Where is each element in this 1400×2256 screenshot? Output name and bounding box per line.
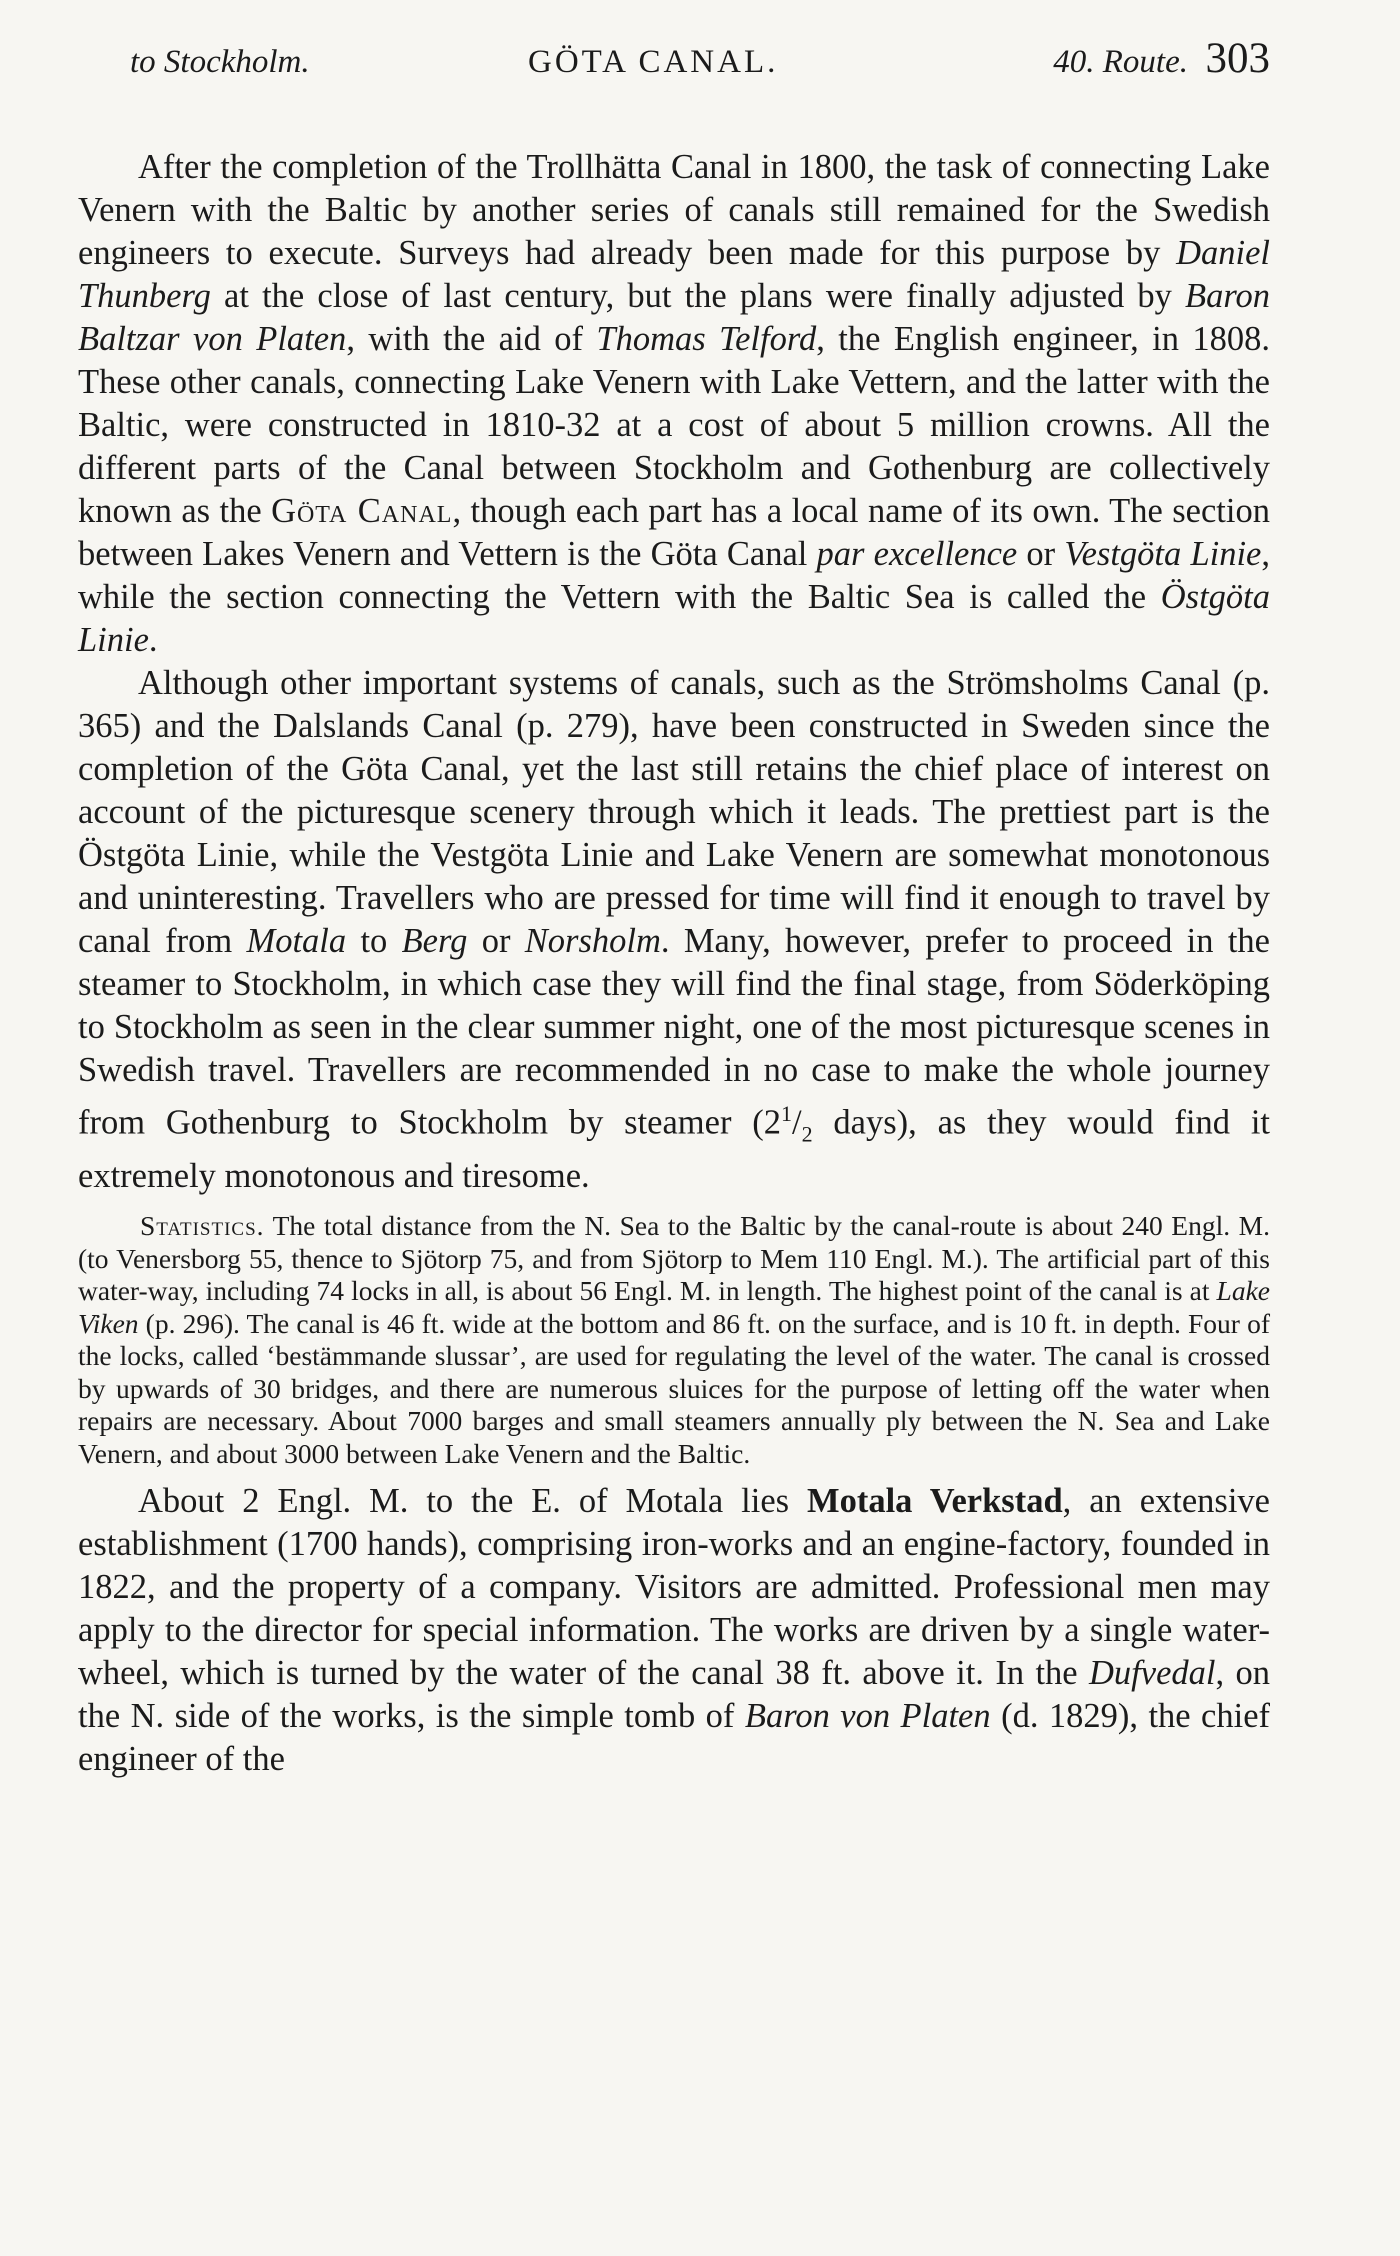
fraction-slash: / <box>792 1103 802 1142</box>
text-run: After the completion of the Trollhätta Canal in 1800, the task of connecting Lake Venern with the Baltic by another series of canals still remained for the Swedish engineers to execute. Surveys had already been made for this purpose by <box>78 148 1270 272</box>
note-label: Statistics. <box>140 1210 265 1242</box>
header-title: GÖTA CANAL. <box>528 44 779 80</box>
text-run: The total distance from the N. Sea to the Baltic by the canal-route is about 240 Engl. M. (to Venersborg 55, thence to Sjötorp 75, and from Sjötorp to Mem 110 Engl. M.). The artificial part of this water-way, including 74 locks in all, is about 56 Engl. M. in length. The highest point of the canal is at <box>78 1210 1270 1307</box>
fraction-denominator: 2 <box>801 1121 813 1147</box>
book-page <box>78 30 1270 1781</box>
text-run: , on the N. side of the works, is the simple tomb of <box>78 1654 1271 1736</box>
italic-term: par excellence <box>816 535 1018 573</box>
text-run: , the English engineer, in 1808. These other canals, connecting Lake Venern with Lake Vettern, and the latter with the Baltic, were constructed in 1810-32 at a cost of about 5 million crowns. All the different parts of the Canal between Stockholm and Gothenburg are collectively known as the <box>78 320 1271 530</box>
text-run: to <box>346 922 402 960</box>
running-header <box>78 30 1270 90</box>
text-run: , while the section connecting the Vettern with the Baltic Sea is called the <box>78 535 1270 616</box>
header-route: 40. Route. <box>1053 44 1188 80</box>
bold-place: Motala Verkstad <box>807 1482 1063 1521</box>
text-run: About 2 Engl. M. to the E. of Motala lies <box>138 1482 808 1521</box>
italic-place: Motala <box>246 922 347 960</box>
page-number: 303 <box>1205 35 1270 82</box>
italic-name: Baron von Platen <box>744 1697 991 1736</box>
italic-name: Thomas Telford <box>596 320 817 358</box>
page-body <box>78 146 1270 1781</box>
text-run: . <box>148 621 158 659</box>
italic-name: Baron Baltzar von Platen <box>78 277 1270 358</box>
italic-term: Östgöta Linie <box>78 578 1270 659</box>
text-run: , with the aid of <box>346 320 597 358</box>
italic-place: Dufvedal <box>1089 1654 1216 1693</box>
text-run: (p. 296). The canal is 46 ft. wide at the bottom and 86 ft. on the surface, and is 10 ft. in depth. Four of the locks, called ‘bestämmande slussar’, are used for regulating the level of the water. The canal is crossed by upwards of 30 bridges, and there are numerous sluices for the purpose of letting off the water when repairs are necessary. About 7000 barges and small steamers annually ply between the N. Sea and Lake Venern, and about 3000 between Lake Venern and the Baltic. <box>78 1307 1270 1469</box>
italic-place: Berg <box>401 922 468 960</box>
header-left: to Stockholm. <box>130 44 310 80</box>
fraction-numerator: 1 <box>781 1101 793 1126</box>
text-run: . Many, however, prefer to proceed in the steamer to Stockholm, in which case they will find the final stage, from Söderköping to Stockholm as seen in the clear summer night, one of the most picturesque scenes in Swedish travel. Travellers are recommended in no case to make the whole journey from Gothenburg to Stockholm by steamer (2 <box>78 922 1270 1142</box>
text-run: , though each part has a local name of its own. The section between Lakes Venern and Vettern is the Göta Canal <box>78 492 1270 573</box>
text-run: or <box>1017 535 1065 573</box>
paragraph-canal-history <box>78 146 1270 662</box>
small-caps-term: Göta Canal <box>271 492 453 530</box>
paragraph-motala-verkstad <box>78 1480 1270 1781</box>
text-run: at the close of last century, but the plans were finally adjusted by <box>210 277 1186 315</box>
text-run: days), as they would find it extremely monotonous and tiresome. <box>78 1103 1270 1196</box>
paragraph-travel-advice <box>78 662 1270 1198</box>
italic-name: Daniel Thunberg <box>78 234 1270 315</box>
text-run: (d. 1829), the chief engineer of the <box>78 1697 1271 1779</box>
italic-place: Norsholm <box>524 922 661 960</box>
statistics-note <box>78 1210 1270 1470</box>
text-run: Although other important systems of canals, such as the Strömsholms Canal (p. 365) and the Dalslands Canal (p. 279), have been constructed in Sweden since the completion of the Göta Canal, yet the last still retains the chief place of interest on account of the picturesque scenery through which it leads. The prettiest part is the Östgöta Linie, while the Vestgöta Linie and Lake Venern are somewhat monotonous and uninteresting. Travellers who are pressed for time will find it enough to travel by canal from <box>78 664 1270 960</box>
italic-place: Lake Viken <box>78 1275 1270 1339</box>
italic-term: Vestgöta Linie <box>1064 535 1262 573</box>
text-run: , an extensive establishment (1700 hands), comprising iron-works and an engine-factory, founded in 1822, and the property of a company. Visitors are admitted. Professional men may apply to the director for special information. The works are driven by a single water-wheel, which is turned by the water of the canal 38 ft. above it. In the <box>78 1482 1270 1693</box>
text-run: or <box>467 922 525 960</box>
